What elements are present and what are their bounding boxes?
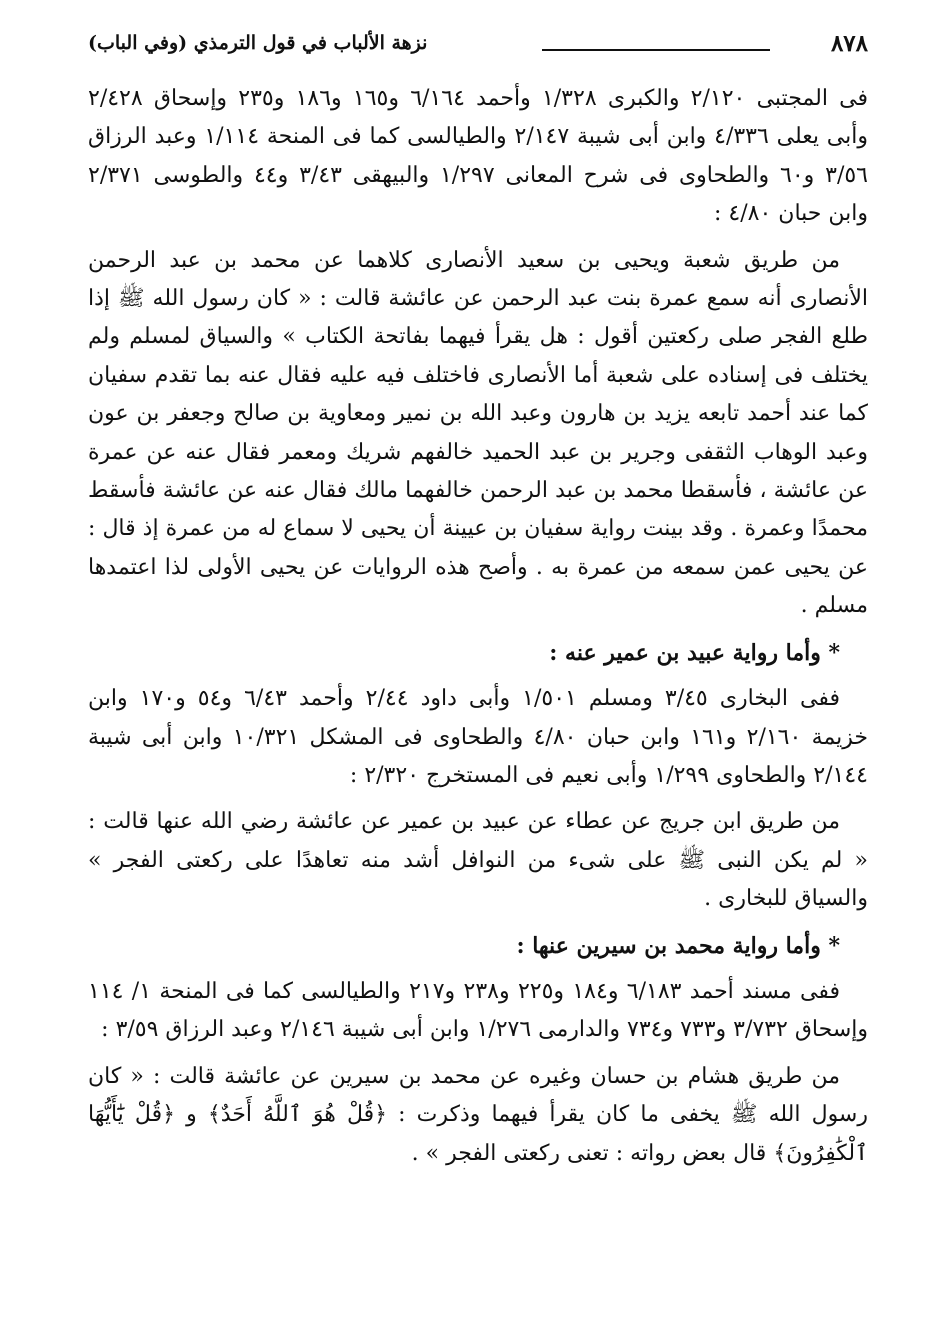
paragraph-sources-1: فى المجتبى ٢/١٢٠ والكبرى ١/٣٢٨ وأحمد ٦/١٦٤ و١٦٥ و١٨٦ و٢٣٥ وإسحاق ٢/٤٢٨ وأبى يعلى ٤/٣٣٦ وابن أبى شيبة ٢/١٤٧ والطيالسى كما فى المنحة ١/١١٤ وعبد الرزاق ٣/٥٦ و٦٠ والطحاوى فى شرح المعانى ١/٢٩٧ والبيهقى ٣/٤٣ و٤٤ والطوسى ٢/٣٧١ وابن حبان ٤/٨٠ :	[88, 86, 869, 227]
paragraph-sources-3: ففى مسند أحمد ٦/١٨٣ و١٨٤ و٢٢٥ و٢٣٨ و٢١٧ والطيالسى كما فى المنحة ١/ ١١٤ وإسحاق ٣/٧٣٢ و٧٣٣ و٧٣٤ والدارمى ١/٢٧٦ وابن أبى شيبة ٢/١٤٦ وعبد الرزاق ٣/٥٩ :	[88, 978, 868, 1043]
header-rule	[542, 49, 770, 51]
section-heading-ibn-sirin: * وأما رواية محمد بن سيرين عنها :	[516, 932, 840, 959]
paragraph-isnad-2: من طريق ابن جريج عن عطاء عن عبيد بن عمير عن عائشة رضي الله عنها قالت : « لم يكن النبى ﷺ على شىء من النوافل أشد منه تعاهدًا على ركعتى الفجر » والسياق للبخارى .	[88, 809, 868, 912]
paragraph-isnad-1: من طريق شعبة ويحيى بن سعيد الأنصارى كلاهما عن محمد بن عبد الرحمن الأنصارى أنه سمع عمرة بنت عبد الرحمن عن عائشة قالت : « كان رسول الله ﷺ إذا طلع الفجر صلى ركعتين أقول : هل يقرأ فيهما بفاتحة الكتاب » والسياق لمسلم ولم يختلف فى إسناده على شعبة أما الأنصارى فاختلف فيه عليه فقال عنه بما تقدم سفيان كما عند أحمد تابعه يزيد بن هارون وعبد الله بن نمير ومعاوية بن صالح وجعفر بن عون وعبد الوهاب الثقفى وجرير بن عبد الحميد خالفهم شريك ومعمر فقال عنه عن عمرة عن عائشة ، فأسقطا محمد بن عبد الرحمن خالفهما مالك فقال عنه عن عائشة فأسقط محمدًا وعمرة . وقد بينت رواية سفيان بن عيينة أن يحيى لا سماع له من عمرة إذ قال : عن يحيى عمن سمعه من عمرة به . وأصح هذه الروايات عن يحيى الأولى لذا اعتمدها مسلم .	[88, 247, 868, 619]
page-number: ٨٧٨	[830, 30, 868, 57]
page-header	[88, 28, 868, 74]
section-heading-ubayd: * وأما رواية عبيد بن عمير عنه :	[549, 639, 840, 666]
paragraph-sources-2: ففى البخارى ٣/٤٥ ومسلم ١/٥٠١ وأبى داود ٢/٤٤ وأحمد ٦/٤٣ و٥٤ و١٧٠ وابن خزيمة ٢/١٦٠ و١٦١ وابن حبان ٤/٨٠ والطحاوى فى المشكل ١٠/٣٢١ وابن أبى شيبة ٢/١٤٤ والطحاوى ١/٢٩٩ وأبى نعيم فى المستخرج ٢/٣٢٠ :	[88, 686, 869, 788]
paragraph-isnad-3: من طريق هشام بن حسان وغيره عن محمد بن سيرين عن عائشة قالت : « كان رسول الله ﷺ يخفى ما كان يقرأ فيهما وذكرت : ﴿قُلْ هُوَ ٱللَّهُ أَحَدٌ﴾ و ﴿قُلْ يَٰٓأَيُّهَا ٱلْكَٰفِرُونَ﴾ قال بعض رواته : تعنى ركعتى الفجر » .	[88, 1063, 868, 1166]
running-title: نزهة الألباب في قول الترمذي (وفي الباب)	[88, 32, 428, 54]
body-text	[88, 80, 868, 1173]
